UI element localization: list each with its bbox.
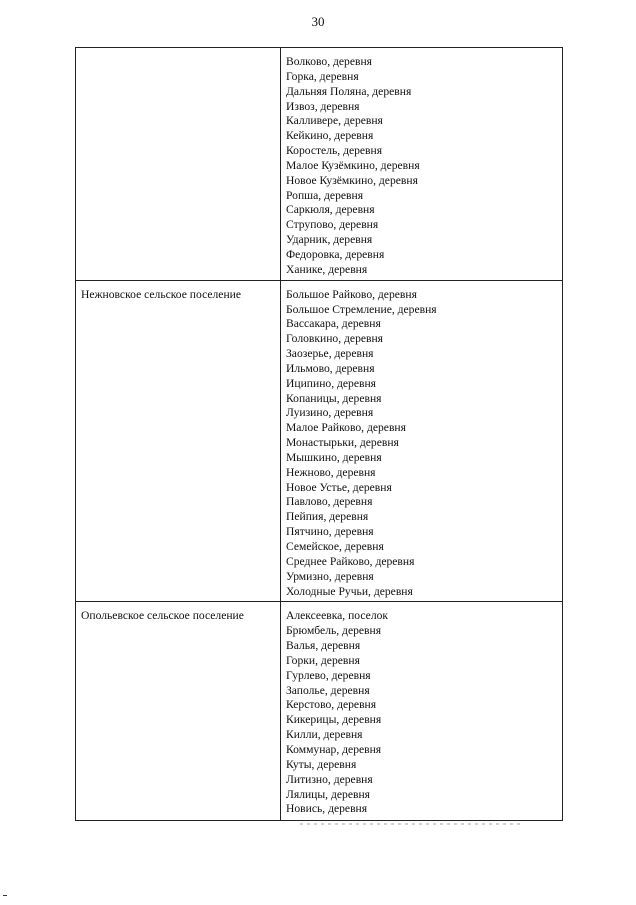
village-item: Алексеевка, поселок (286, 609, 389, 623)
village-item: Пейпия, деревня (286, 510, 369, 524)
village-item: Ропша, деревня (286, 188, 364, 202)
village-item: Новое Устье, деревня (286, 480, 392, 494)
village-item: Ударник, деревня (286, 233, 373, 247)
village-item: Пятчино, деревня (286, 525, 374, 539)
village-item: Мышкино, деревня (286, 450, 382, 464)
villages-cell (281, 48, 563, 281)
village-list (281, 602, 562, 820)
village-item: Большое Райково, деревня (286, 287, 417, 301)
table-row (76, 280, 563, 602)
village-item: Вассакара, деревня (286, 317, 381, 331)
village-item: Нежново, деревня (286, 465, 376, 479)
settlements-table (75, 47, 563, 821)
village-item: Павлово, деревня (286, 495, 373, 509)
village-item: Гурлево, деревня (286, 668, 371, 682)
settlement-name: Нежновское сельское поселение (81, 287, 241, 301)
village-item: Малое Райково, деревня (286, 421, 406, 435)
table-row (76, 602, 563, 821)
village-item: Брюмбель, деревня (286, 624, 382, 638)
village-item: Среднее Райково, деревня (286, 554, 415, 568)
village-item: Луизино, деревня (286, 406, 374, 420)
village-item: Головкино, деревня (286, 332, 384, 346)
village-list (281, 281, 562, 602)
village-item: Калливере, деревня (286, 114, 383, 128)
settlement-cell (76, 280, 281, 602)
village-item: Иципино, деревня (286, 376, 376, 390)
village-item: Заполье, деревня (286, 683, 370, 697)
village-item: Большое Стремление, деревня (286, 302, 437, 316)
village-item: Новое Кузёмкино, деревня (286, 173, 418, 187)
village-item: Килли, деревня (286, 728, 363, 742)
settlement-cell (76, 48, 281, 281)
village-item: Ханике, деревня (286, 262, 368, 276)
village-list (281, 48, 562, 280)
table-row (76, 48, 563, 281)
villages-cell (281, 602, 563, 821)
village-item: Горка, деревня (286, 69, 359, 83)
village-item: Горки, деревня (286, 653, 360, 667)
scan-artifact-dots (300, 823, 520, 825)
village-item: Копаницы, деревня (286, 391, 382, 405)
village-item: Семейское, деревня (286, 540, 384, 553)
village-item: Кейкино, деревня (286, 129, 374, 143)
village-item: Ильмово, деревня (286, 361, 375, 375)
margin-mark (3, 895, 7, 896)
village-item: Кикерицы, деревня (286, 713, 382, 727)
village-item: Лялицы, деревня (286, 787, 370, 801)
settlement-cell (76, 602, 281, 821)
village-item: Федоровка, деревня (286, 247, 385, 261)
village-item: Малое Кузёмкино, деревня (286, 158, 420, 172)
village-item: Коростель, деревня (286, 144, 383, 158)
village-item: Саркюля, деревня (286, 203, 375, 217)
settlement-name: Опольевское сельское поселение (81, 609, 244, 623)
village-item: Извоз, деревня (286, 99, 360, 113)
village-item: Валья, деревня (286, 639, 361, 653)
village-item: Урмизно, деревня (286, 569, 374, 583)
village-item: Керстово, деревня (286, 698, 377, 712)
village-item: Коммунар, деревня (286, 742, 382, 756)
village-item: Дальняя Поляна, деревня (286, 84, 412, 98)
village-item: Литизно, деревня (286, 772, 373, 786)
village-item: Новись, деревня (286, 802, 368, 816)
settlement-name (76, 48, 280, 55)
village-item: Монастырьки, деревня (286, 436, 399, 450)
village-item: Холодные Ручьи, деревня (286, 584, 413, 598)
village-item: Струпово, деревня (286, 218, 379, 232)
village-item: Волково, деревня (286, 55, 372, 68)
page-number: 30 (311, 14, 325, 29)
villages-cell (281, 280, 563, 602)
village-item: Заозерье, деревня (286, 347, 374, 361)
village-item: Куты, деревня (286, 757, 357, 771)
